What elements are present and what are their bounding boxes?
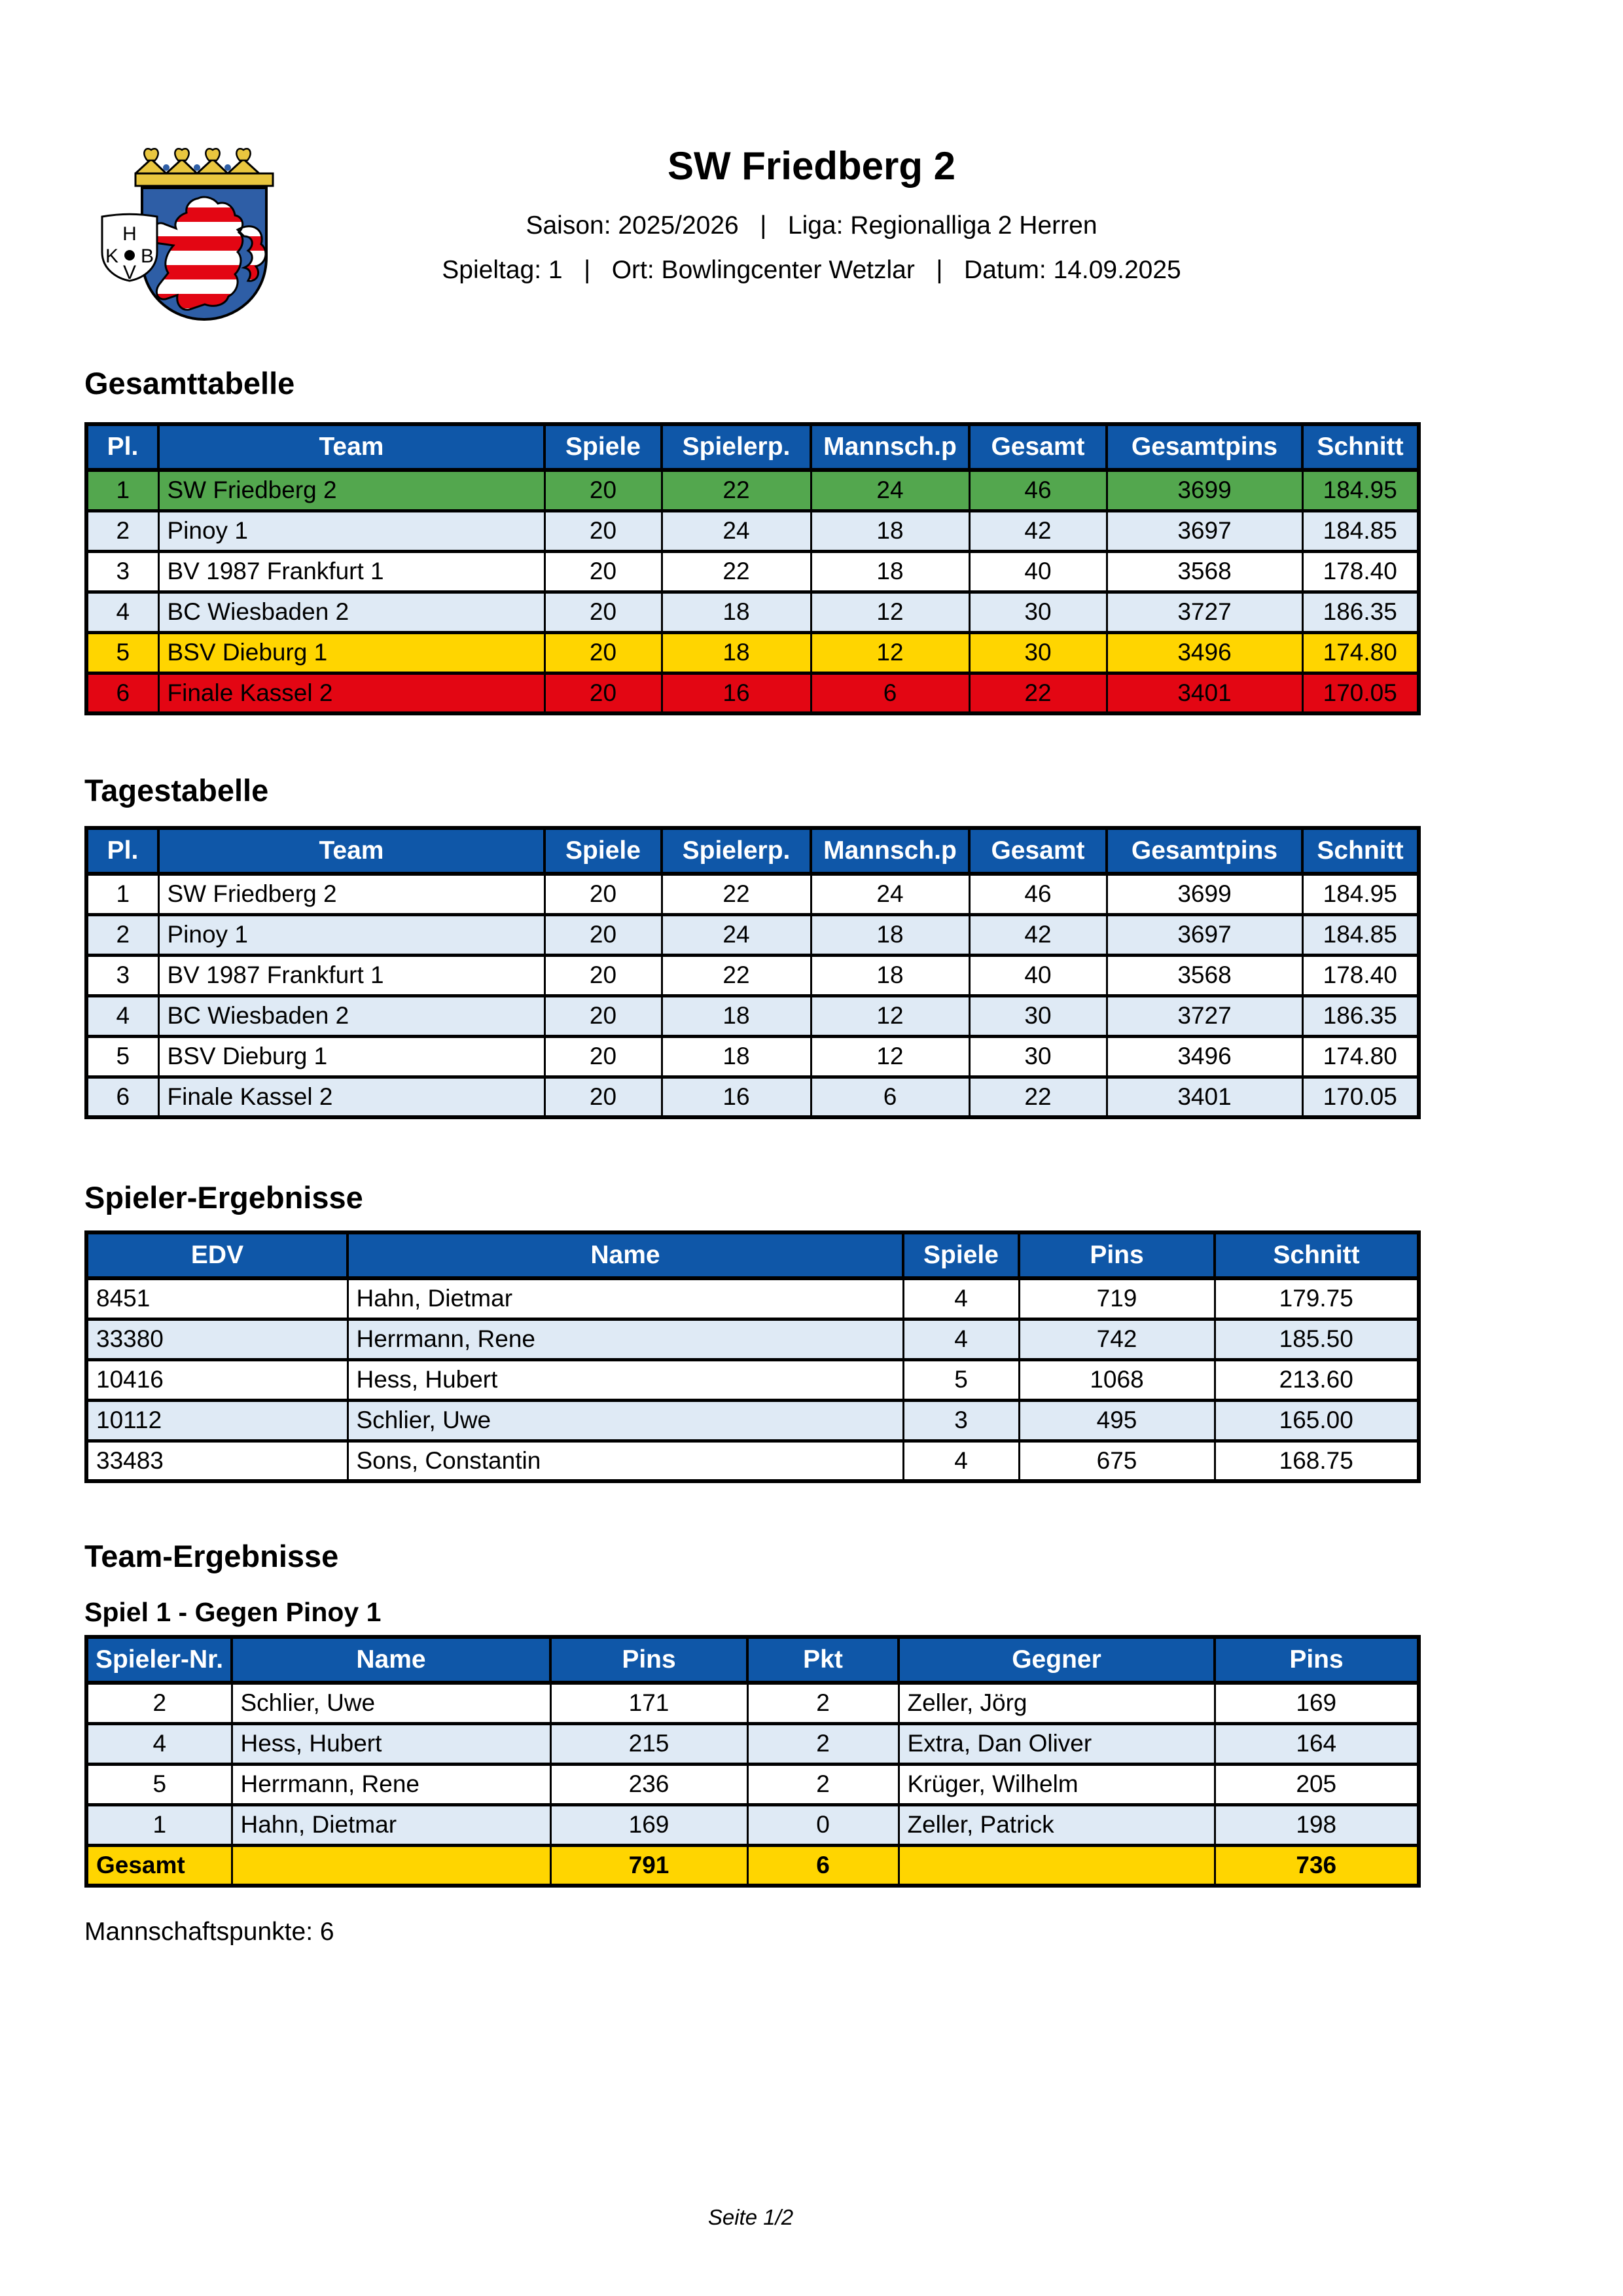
- gesamttabelle-cell: Finale Kassel 2: [158, 673, 544, 713]
- gesamttabelle-cell: 6: [86, 673, 158, 713]
- tagestabelle-cell: 20: [544, 1036, 662, 1077]
- team-row: [86, 1723, 1419, 1764]
- tagestabelle-cell: 42: [969, 914, 1107, 955]
- gesamttabelle-cell: 18: [662, 592, 811, 632]
- spieler-cell: 4: [903, 1441, 1019, 1481]
- gesamttabelle-cell: 2: [86, 511, 158, 551]
- gesamttabelle-col-header-0: Pl.: [86, 424, 158, 470]
- spieler-row: [86, 1278, 1419, 1319]
- gesamttabelle-cell: BSV Dieburg 1: [158, 632, 544, 673]
- tagestabelle-cell: 3727: [1107, 996, 1302, 1036]
- tagestabelle-header-row: [86, 828, 1419, 874]
- tagestabelle-cell: 4: [86, 996, 158, 1036]
- spieler-cell: 4: [903, 1319, 1019, 1359]
- gesamttabelle-header-row: [86, 424, 1419, 470]
- tagestabelle-cell: 3496: [1107, 1036, 1302, 1077]
- tagestabelle-cell: 1: [86, 874, 158, 914]
- tagestabelle-col-header-1: Team: [158, 828, 544, 874]
- spieler-cell: 719: [1019, 1278, 1215, 1319]
- tagestabelle-cell: Finale Kassel 2: [158, 1077, 544, 1117]
- team-cell: Zeller, Jörg: [899, 1683, 1215, 1723]
- team-row: [86, 1683, 1419, 1723]
- tagestabelle-cell: 3401: [1107, 1077, 1302, 1117]
- team-cell: Hess, Hubert: [232, 1723, 550, 1764]
- gesamttabelle-cell: 3568: [1107, 551, 1302, 592]
- team-cell: 4: [86, 1723, 232, 1764]
- gesamttabelle-cell: 24: [662, 511, 811, 551]
- team-ergebnisse-table: [84, 1635, 1421, 1888]
- team-cell: 5: [86, 1764, 232, 1804]
- gesamttabelle-cell: 3: [86, 551, 158, 592]
- tagestabelle-cell: 184.95: [1302, 874, 1419, 914]
- team-cell: [899, 1845, 1215, 1886]
- spieler-cell: 179.75: [1215, 1278, 1419, 1319]
- team-cell: 169: [550, 1804, 747, 1845]
- team-cell: 171: [550, 1683, 747, 1723]
- spieler-cell: 185.50: [1215, 1319, 1419, 1359]
- heading-gesamttabelle: Gesamttabelle: [84, 366, 295, 401]
- heading-tagestabelle: Tagestabelle: [84, 773, 269, 808]
- spieler-cell: 10112: [86, 1400, 348, 1441]
- team-cell: 736: [1215, 1845, 1419, 1886]
- tagestabelle-row: [86, 874, 1419, 914]
- tagestabelle-cell: 46: [969, 874, 1107, 914]
- gesamttabelle-table: [84, 422, 1421, 715]
- tagestabelle-cell: 24: [662, 914, 811, 955]
- gesamttabelle-col-header-7: Schnitt: [1302, 424, 1419, 470]
- tagestabelle-row: [86, 1077, 1419, 1117]
- team-cell: Schlier, Uwe: [232, 1683, 550, 1723]
- spieler-cell: Hess, Hubert: [348, 1359, 903, 1400]
- spieler-row: [86, 1400, 1419, 1441]
- team-cell: 198: [1215, 1804, 1419, 1845]
- team-col-header-4: Gegner: [899, 1637, 1215, 1683]
- heading-team-ergebnisse: Team-Ergebnisse: [84, 1539, 339, 1573]
- spieler-col-header-1: Name: [348, 1232, 903, 1278]
- gesamttabelle-cell: 3697: [1107, 511, 1302, 551]
- team-cell: 2: [86, 1683, 232, 1723]
- gesamttabelle-cell: 16: [662, 673, 811, 713]
- team-row: [86, 1764, 1419, 1804]
- heading-spieler-ergebnisse: Spieler-Ergebnisse: [84, 1180, 363, 1215]
- tagestabelle-cell: 5: [86, 1036, 158, 1077]
- gesamttabelle-col-header-2: Spiele: [544, 424, 662, 470]
- gesamttabelle-col-header-3: Spielerp.: [662, 424, 811, 470]
- heading-spiel-1: Spiel 1 - Gegen Pinoy 1: [84, 1597, 382, 1627]
- tagestabelle-cell: 22: [662, 874, 811, 914]
- team-cell: 215: [550, 1723, 747, 1764]
- team-col-header-0: Spieler-Nr.: [86, 1637, 232, 1683]
- gesamttabelle-cell: 20: [544, 470, 662, 511]
- tagestabelle-cell: 40: [969, 955, 1107, 996]
- tagestabelle-cell: 6: [811, 1077, 969, 1117]
- team-cell: 2: [747, 1683, 899, 1723]
- spieler-cell: 495: [1019, 1400, 1215, 1441]
- gesamttabelle-cell: 4: [86, 592, 158, 632]
- gesamttabelle-row: [86, 470, 1419, 511]
- team-cell: Extra, Dan Oliver: [899, 1723, 1215, 1764]
- tagestabelle-row: [86, 1036, 1419, 1077]
- gesamttabelle-row: [86, 511, 1419, 551]
- spieler-cell: 3: [903, 1400, 1019, 1441]
- tagestabelle-cell: 186.35: [1302, 996, 1419, 1036]
- tagestabelle-cell: 3568: [1107, 955, 1302, 996]
- team-col-header-1: Name: [232, 1637, 550, 1683]
- team-cell: Krüger, Wilhelm: [899, 1764, 1215, 1804]
- spieler-cell: Herrmann, Rene: [348, 1319, 903, 1359]
- tagestabelle-cell: 24: [811, 874, 969, 914]
- spieler-cell: Sons, Constantin: [348, 1441, 903, 1481]
- tagestabelle-col-header-7: Schnitt: [1302, 828, 1419, 874]
- spieler-cell: 10416: [86, 1359, 348, 1400]
- gesamttabelle-cell: SW Friedberg 2: [158, 470, 544, 511]
- tagestabelle-cell: 30: [969, 996, 1107, 1036]
- tagestabelle-table: [84, 826, 1421, 1119]
- tagestabelle-cell: 18: [811, 914, 969, 955]
- spieler-row: [86, 1359, 1419, 1400]
- spieler-cell: 168.75: [1215, 1441, 1419, 1481]
- spieler-col-header-2: Spiele: [903, 1232, 1019, 1278]
- tagestabelle-cell: 3699: [1107, 874, 1302, 914]
- gesamttabelle-row: [86, 632, 1419, 673]
- team-cell: 2: [747, 1764, 899, 1804]
- spieler-col-header-4: Schnitt: [1215, 1232, 1419, 1278]
- spieler-cell: 33483: [86, 1441, 348, 1481]
- tagestabelle-cell: 18: [811, 955, 969, 996]
- team-cell: 1: [86, 1804, 232, 1845]
- tagestabelle-cell: 22: [969, 1077, 1107, 1117]
- tagestabelle-cell: 20: [544, 955, 662, 996]
- team-row: [86, 1845, 1419, 1886]
- spieler-col-header-3: Pins: [1019, 1232, 1215, 1278]
- team-col-header-5: Pins: [1215, 1637, 1419, 1683]
- gesamttabelle-cell: 184.85: [1302, 511, 1419, 551]
- logo-letter-v: V: [122, 262, 137, 283]
- team-cell: 6: [747, 1845, 899, 1886]
- team-cell: 169: [1215, 1683, 1419, 1723]
- gesamttabelle-cell: 3401: [1107, 673, 1302, 713]
- gesamttabelle-cell: 174.80: [1302, 632, 1419, 673]
- tagestabelle-row: [86, 914, 1419, 955]
- spieler-cell: 213.60: [1215, 1359, 1419, 1400]
- tagestabelle-cell: 20: [544, 1077, 662, 1117]
- gesamttabelle-cell: 20: [544, 592, 662, 632]
- gesamttabelle-cell: BV 1987 Frankfurt 1: [158, 551, 544, 592]
- spieler-ergebnisse-table: [84, 1230, 1421, 1483]
- spieler-cell: 742: [1019, 1319, 1215, 1359]
- tagestabelle-cell: BSV Dieburg 1: [158, 1036, 544, 1077]
- gesamttabelle-cell: 20: [544, 551, 662, 592]
- team-cell: 2: [747, 1723, 899, 1764]
- gesamttabelle-cell: BC Wiesbaden 2: [158, 592, 544, 632]
- gesamttabelle-cell: 186.35: [1302, 592, 1419, 632]
- tagestabelle-cell: 18: [662, 1036, 811, 1077]
- gesamttabelle-cell: 40: [969, 551, 1107, 592]
- gesamttabelle-cell: 12: [811, 632, 969, 673]
- spieler-cell: 33380: [86, 1319, 348, 1359]
- team-header-row: [86, 1637, 1419, 1683]
- team-cell: 0: [747, 1804, 899, 1845]
- spieler-row: [86, 1441, 1419, 1481]
- page-title: SW Friedberg 2: [667, 144, 956, 188]
- tagestabelle-cell: 3: [86, 955, 158, 996]
- gesamttabelle-cell: 184.95: [1302, 470, 1419, 511]
- gesamttabelle-cell: 18: [811, 551, 969, 592]
- gesamttabelle-cell: 30: [969, 592, 1107, 632]
- spieler-header-row: [86, 1232, 1419, 1278]
- team-col-header-3: Pkt: [747, 1637, 899, 1683]
- gesamttabelle-cell: 22: [662, 551, 811, 592]
- team-cell: 236: [550, 1764, 747, 1804]
- tagestabelle-cell: Pinoy 1: [158, 914, 544, 955]
- tagestabelle-cell: 184.85: [1302, 914, 1419, 955]
- gesamttabelle-row: [86, 551, 1419, 592]
- team-col-header-2: Pins: [550, 1637, 747, 1683]
- tagestabelle-cell: BC Wiesbaden 2: [158, 996, 544, 1036]
- spieler-row: [86, 1319, 1419, 1359]
- spieler-cell: Hahn, Dietmar: [348, 1278, 903, 1319]
- gesamttabelle-cell: 30: [969, 632, 1107, 673]
- gesamttabelle-cell: 46: [969, 470, 1107, 511]
- spieler-cell: 1068: [1019, 1359, 1215, 1400]
- gesamttabelle-row: [86, 673, 1419, 713]
- team-cell: Herrmann, Rene: [232, 1764, 550, 1804]
- spieler-cell: 8451: [86, 1278, 348, 1319]
- logo-letter-k: K: [105, 245, 119, 267]
- gesamttabelle-row: [86, 592, 1419, 632]
- tagestabelle-cell: 20: [544, 914, 662, 955]
- gesamttabelle-cell: Pinoy 1: [158, 511, 544, 551]
- gesamttabelle-cell: 5: [86, 632, 158, 673]
- gesamttabelle-col-header-4: Mannsch.p: [811, 424, 969, 470]
- gesamttabelle-cell: 24: [811, 470, 969, 511]
- spieler-cell: 675: [1019, 1441, 1215, 1481]
- team-cell: 205: [1215, 1764, 1419, 1804]
- tagestabelle-cell: 30: [969, 1036, 1107, 1077]
- spieler-cell: 4: [903, 1278, 1019, 1319]
- logo-letter-b: B: [140, 245, 154, 267]
- tagestabelle-row: [86, 955, 1419, 996]
- logo-letter-h: H: [122, 223, 137, 245]
- team-cell: 164: [1215, 1723, 1419, 1764]
- team-cell: Hahn, Dietmar: [232, 1804, 550, 1845]
- tagestabelle-cell: 12: [811, 1036, 969, 1077]
- tagestabelle-cell: 178.40: [1302, 955, 1419, 996]
- spieler-cell: 5: [903, 1359, 1019, 1400]
- gesamttabelle-col-header-1: Team: [158, 424, 544, 470]
- gesamttabelle-cell: 20: [544, 511, 662, 551]
- gesamttabelle-cell: 20: [544, 632, 662, 673]
- gesamttabelle-cell: 3727: [1107, 592, 1302, 632]
- gesamttabelle-col-header-6: Gesamtpins: [1107, 424, 1302, 470]
- tagestabelle-cell: 3697: [1107, 914, 1302, 955]
- tagestabelle-cell: 20: [544, 874, 662, 914]
- gesamttabelle-cell: 22: [969, 673, 1107, 713]
- tagestabelle-cell: 16: [662, 1077, 811, 1117]
- page-number: Seite 1/2: [707, 2205, 794, 2229]
- spieler-cell: Schlier, Uwe: [348, 1400, 903, 1441]
- gesamttabelle-cell: 3496: [1107, 632, 1302, 673]
- team-cell: Gesamt: [86, 1845, 232, 1886]
- tagestabelle-col-header-4: Mannsch.p: [811, 828, 969, 874]
- team-row: [86, 1804, 1419, 1845]
- tagestabelle-cell: 12: [811, 996, 969, 1036]
- spieler-col-header-0: EDV: [86, 1232, 348, 1278]
- gesamttabelle-cell: 12: [811, 592, 969, 632]
- gesamttabelle-cell: 18: [811, 511, 969, 551]
- gesamttabelle-cell: 6: [811, 673, 969, 713]
- gesamttabelle-col-header-5: Gesamt: [969, 424, 1107, 470]
- tagestabelle-cell: 18: [662, 996, 811, 1036]
- subtitle-season-liga: Saison: 2025/2026 | Liga: Regionalliga 2 Herren: [526, 211, 1097, 240]
- tagestabelle-col-header-3: Spielerp.: [662, 828, 811, 874]
- tagestabelle-cell: 6: [86, 1077, 158, 1117]
- subtitle-spieltag-ort-datum: Spieltag: 1 | Ort: Bowlingcenter Wetzlar | Datum: 14.09.2025: [442, 256, 1181, 284]
- tagestabelle-cell: BV 1987 Frankfurt 1: [158, 955, 544, 996]
- tagestabelle-cell: 174.80: [1302, 1036, 1419, 1077]
- tagestabelle-col-header-5: Gesamt: [969, 828, 1107, 874]
- gesamttabelle-cell: 22: [662, 470, 811, 511]
- tagestabelle-cell: 2: [86, 914, 158, 955]
- gesamttabelle-cell: 18: [662, 632, 811, 673]
- tagestabelle-row: [86, 996, 1419, 1036]
- mannschaftspunkte-note: Mannschaftspunkte: 6: [84, 1918, 334, 1946]
- tagestabelle-cell: SW Friedberg 2: [158, 874, 544, 914]
- tagestabelle-cell: 22: [662, 955, 811, 996]
- tagestabelle-cell: 20: [544, 996, 662, 1036]
- tagestabelle-cell: 170.05: [1302, 1077, 1419, 1117]
- tagestabelle-col-header-2: Spiele: [544, 828, 662, 874]
- tagestabelle-col-header-0: Pl.: [86, 828, 158, 874]
- team-cell: [232, 1845, 550, 1886]
- team-cell: Zeller, Patrick: [899, 1804, 1215, 1845]
- gesamttabelle-cell: 42: [969, 511, 1107, 551]
- spieler-cell: 165.00: [1215, 1400, 1419, 1441]
- gesamttabelle-cell: 1: [86, 470, 158, 511]
- gesamttabelle-cell: 170.05: [1302, 673, 1419, 713]
- gesamttabelle-cell: 3699: [1107, 470, 1302, 511]
- gesamttabelle-cell: 178.40: [1302, 551, 1419, 592]
- gesamttabelle-cell: 20: [544, 673, 662, 713]
- team-cell: 791: [550, 1845, 747, 1886]
- tagestabelle-col-header-6: Gesamtpins: [1107, 828, 1302, 874]
